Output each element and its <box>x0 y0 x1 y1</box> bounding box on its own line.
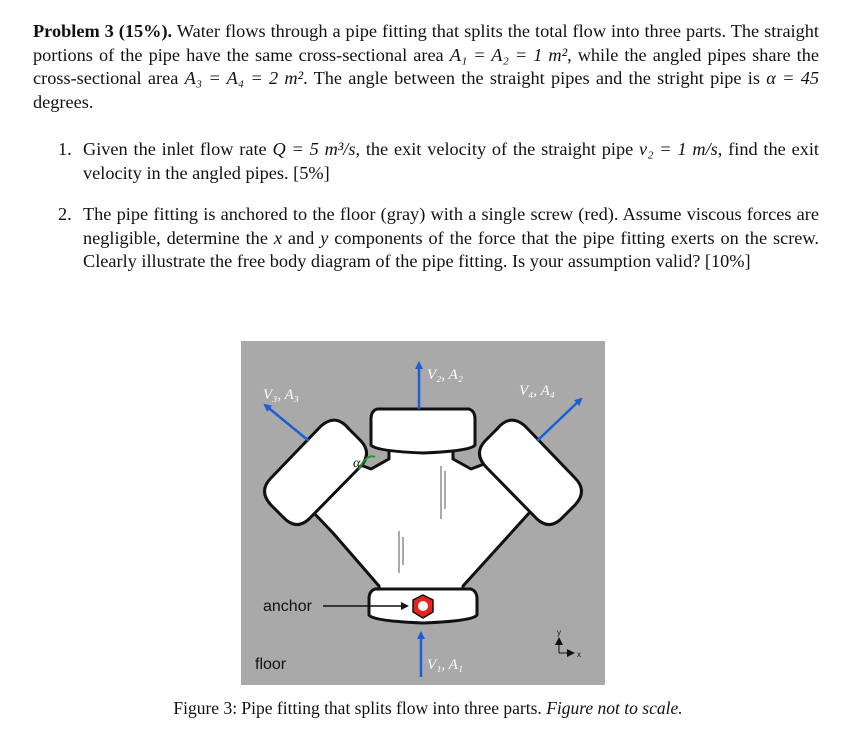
anchor-label: anchor <box>263 598 312 615</box>
item-text <box>83 138 819 185</box>
item2-text-c: components of the force that the pipe fitting exerts on the screw. Clearly illustrate the free body diagram of the pipe fitting. Is your assumption valid? [10%] <box>83 227 819 272</box>
item-number: 1. <box>58 139 72 159</box>
intro-eq-2: A₃ = A₄ = 2 m² <box>184 68 304 89</box>
item1-text-a: Given the inlet flow rate <box>83 139 273 159</box>
item1-eq-b: v₂ = 1 m/s <box>639 139 718 159</box>
alpha-label: α <box>353 456 361 471</box>
floor-label: floor <box>255 656 287 673</box>
item-text <box>83 203 819 274</box>
screw <box>413 595 433 618</box>
item2-text-a: The pipe fitting is anchored to the floor (gray) with a single screw (red). Assume viscous forces are negligible, determine the <box>83 204 819 248</box>
figure-caption <box>0 698 856 719</box>
intro-text-3: . The angle between the straight pipes and the stright pipe is <box>303 68 767 89</box>
item-number: 2. <box>58 204 72 224</box>
v4-label: V₄, A₄ <box>519 383 555 399</box>
item1-text-c: , find the exit velocity in the angled pipes. [5%] <box>83 139 819 183</box>
axis-y-label: y <box>557 628 561 637</box>
v1-label: V₁, A₁ <box>427 657 463 673</box>
problem-intro <box>33 20 819 114</box>
item1-eq-a: Q = 5 m³/s <box>272 139 356 159</box>
item1-text-b: , the exit velocity of the straight pipe <box>355 139 640 159</box>
pipe-diagram <box>241 341 605 685</box>
caption-prefix: Figure 3: Pipe fitting that splits flow into three parts. <box>173 698 547 718</box>
intro-text-1: Water flows through a pipe fitting that splits the total flow into three parts. The straight portions of the pipe have the same cross-sectional area <box>33 21 819 65</box>
item2-text-b: and <box>281 227 321 248</box>
intro-eq-3: α = 45 <box>766 68 819 89</box>
item2-var-y: y <box>320 227 329 248</box>
intro-text-2: , while the angled pipes share the cross-sectional area <box>33 44 820 89</box>
v2-label: V₂, A₂ <box>427 367 463 383</box>
intro-text-4: degrees. <box>33 91 94 112</box>
axis-x-label: x <box>577 650 581 659</box>
item2-var-x: x <box>273 227 282 248</box>
caption-italic: Figure not to scale. <box>546 698 683 718</box>
pipe-fitting-figure <box>241 341 605 685</box>
intro-eq-1: A₁ = A₂ = 1 m² <box>449 44 568 65</box>
problem-heading: Problem 3 (15%). <box>33 21 173 41</box>
top-pipe-cap <box>371 409 475 453</box>
v3-label: V₃, A₃ <box>263 387 299 403</box>
